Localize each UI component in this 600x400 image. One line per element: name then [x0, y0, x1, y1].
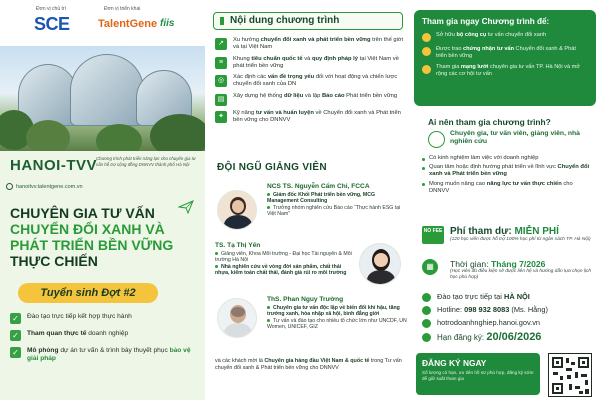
people-icon: [428, 131, 445, 148]
faculty-detail: Giám đốc Khối Phát triển bền vững, MCG Management Consulting: [267, 192, 376, 205]
program-content-list: [215, 37, 405, 128]
trend-icon: ↗: [215, 38, 227, 50]
audience-item: Mong muốn nâng cao năng lực tư vấn thực chiến cho DNNVV: [422, 181, 592, 195]
globe-icon: [422, 319, 431, 328]
brand-name: HANOI-TVV: [10, 157, 97, 174]
register-note: Số lượng có hạn, ưu tiên hồ sơ phù hợp, đăng ký sớm để giữ suất tham gia: [422, 370, 534, 381]
audience-heading: Ai nên tham gia chương trình?: [428, 117, 551, 127]
middle-column: [205, 0, 410, 400]
faculty-member: [267, 183, 407, 218]
host-label: Đơn vị chủ trì: [36, 6, 66, 12]
hotline-info[interactable]: Hotline: 098 932 8083 (Ms. Hằng): [422, 305, 548, 315]
document-icon: ≡: [215, 57, 227, 69]
chart-icon: ▤: [215, 94, 227, 106]
main-title: [10, 205, 202, 269]
certificate-icon: [422, 47, 431, 56]
calendar-icon: ▦: [422, 259, 438, 275]
fiis-logo: fiis: [160, 18, 175, 29]
paper-plane-icon: [178, 200, 194, 214]
no-fee-badge: NO FEE: [422, 226, 444, 244]
benefit-item: Tham gia mạng lưới chuyên gia tư vấn TP. Hà Nội và mở rộng các cơ hội tư vấn: [422, 64, 588, 78]
talentgene-logo: TalentGene: [98, 18, 158, 30]
check-icon: ✓: [10, 330, 21, 341]
fee-note: (120 học viên được hỗ trợ 100% học phí từ ngân sách TP. Hà Nội): [450, 237, 591, 242]
deadline-info: Hạn đăng ký: 20/06/2026: [422, 331, 541, 343]
title-line-3: PHÁT TRIỂN BỀN VỮNG: [10, 237, 174, 253]
website-link[interactable]: hanoitvv.talentgene.com.vn: [16, 184, 83, 190]
faculty-photo: [217, 298, 257, 338]
feature-item: [10, 347, 202, 363]
program-brand: [10, 154, 200, 180]
sponsor-row: [0, 0, 205, 46]
benefits-heading: Tham gia ngay Chương trình để:: [422, 17, 550, 26]
clock-icon: [422, 333, 431, 342]
faculty-member: [267, 296, 407, 331]
network-icon: [422, 65, 431, 74]
benefits-box: [414, 10, 596, 106]
dome-building: [70, 54, 144, 126]
fee-title: Phí tham dự: MIỄN PHÍ: [450, 226, 559, 237]
right-column: [410, 0, 600, 400]
left-column: [0, 0, 205, 400]
title-line-1: CHUYÊN GIA TƯ VẤN: [10, 205, 155, 221]
program-item: ↗ Xu hướng chuyển đổi xanh và phát triển bền vững trên thế giới và tại Việt Nam: [215, 37, 405, 52]
globe-icon: [6, 183, 13, 190]
audience-subheading: Chuyên gia, tư vấn viên, giảng viên, nhà nghiên cứu: [450, 130, 580, 146]
register-title[interactable]: ĐĂNG KÝ NGAY: [422, 358, 487, 368]
faculty-photo: [217, 190, 257, 230]
fee-info: [422, 226, 594, 256]
register-button[interactable]: [416, 353, 540, 395]
program-heading: [213, 12, 403, 30]
target-icon: ◎: [215, 75, 227, 87]
faculty-heading: ĐỘI NGŨ GIẢNG VIÊN: [217, 162, 327, 173]
schedule-title: Thời gian: Tháng 7/2026: [450, 259, 546, 269]
faculty-member: [215, 242, 355, 277]
benefit-item: Được trao chứng nhận tư vấn Chuyển đổi xanh & Phát triển bền vững: [422, 46, 588, 60]
feature-text: Đào tạo trực tiếp kết hợp thực hành: [27, 313, 132, 320]
brand-description: Chương trình phát triển năng lực cho chuyên gia tư vấn hỗ trợ cộng đồng DNNVV thành phố Hà Nội: [96, 156, 196, 167]
program-item: ✦ Kỹ năng tư vấn và huấn luyện về Chuyển đổi xanh và Phát triển bền vững cho DNNVV: [215, 110, 405, 125]
tree: [96, 124, 142, 151]
schedule-note: (Học viên đủ điều kiện sẽ được liên hệ và hướng dẫn lựa chọn lịch học phù hợp): [450, 269, 592, 280]
audience-list: [422, 155, 592, 197]
faculty-photo: [359, 243, 401, 285]
feature-text: Tham quan thực tế doanh nghiệp: [27, 330, 129, 337]
hero-photo: [0, 46, 205, 151]
feature-text: Mô phỏng dự án tư vấn & trình bày thuyết phục bảo vệ giải pháp: [27, 347, 191, 362]
faculty-detail: Trưởng nhóm nghiên cứu Báo cáo “Thực hành ESG tại Việt Nam”: [267, 204, 401, 218]
qr-code[interactable]: [548, 353, 592, 397]
guest-experts-note: và các khách mời là Chuyên gia hàng đầu Việt Nam & quốc tế trong Tư vấn chuyển đổi xanh & Phát triển bền vững cho DNNVV: [215, 358, 402, 371]
tree: [26, 120, 70, 151]
benefit-item: Sở hữu bộ công cụ tư vấn chuyển đổi xanh: [422, 32, 588, 42]
faculty-detail: Giảng viên, Khoa Môi trường - Đại học Tài nguyên & Môi trường Hà Nội: [215, 251, 352, 264]
intake-badge: Tuyển sinh Đợt #2: [18, 283, 158, 303]
schedule-info: [422, 259, 594, 289]
audience-item: Có kinh nghiệm làm việc với doanh nghiệp: [422, 155, 592, 162]
faculty-detail: Nhà nghiên cứu về vòng đời sản phẩm, chất thải nhựa, kiểm toán chất thải, đánh giá rủi ro môi trường: [215, 263, 347, 277]
location-info: Đào tạo trực tiếp tại HÀ NỘI: [422, 292, 530, 302]
check-icon: ✓: [10, 313, 21, 324]
phone-icon: [422, 306, 431, 315]
sce-logo: SCE: [34, 14, 70, 34]
feature-list: [10, 313, 202, 369]
site-link[interactable]: hotrodoanhnghiep.hanoi.gov.vn: [422, 318, 540, 328]
faculty-name: ThS. Phan Nguy Trường: [267, 296, 344, 303]
program-item: ◎ Xác định các vấn đề trọng yếu đối với hoạt động và chiến lược chuyển đổi xanh của DN: [215, 74, 405, 89]
faculty-detail: Tư vấn và đào tạo cho nhiều tổ chức lớn như UNCDF, UN Women, UNICEF, GIZ: [267, 317, 407, 331]
program-heading-text: Nội dung chương trình: [230, 15, 340, 26]
program-item: ≡ Khung tiêu chuẩn quốc tế và quy định pháp lý tại Việt Nam về phát triển bền vững: [215, 56, 405, 71]
faculty-name: TS. Tạ Thị Yến: [215, 242, 261, 249]
location-pin-icon: [422, 293, 431, 302]
faculty-name: NCS TS. Nguyễn Cẩm Chi, FCCA: [267, 183, 370, 190]
tree: [150, 114, 205, 151]
feature-item: [10, 330, 202, 341]
partner-label: Đơn vị triển khai: [104, 6, 141, 12]
toolkit-icon: [422, 33, 431, 42]
program-item: ▤ Xây dựng hệ thống dữ liệu và lập Báo cáo Phát triển bền vững: [215, 93, 405, 106]
check-icon: ✓: [10, 347, 21, 358]
faculty-detail: Chuyên gia tư vấn độc lập về biến đổi khí hậu, tăng trưởng xanh, hòa nhập xã hội, bình đẳng giới: [267, 305, 400, 318]
feature-item: [10, 313, 202, 324]
handshake-icon: ✦: [215, 111, 227, 123]
title-line-4: THỰC CHIẾN: [10, 253, 98, 269]
heading-bar: [220, 17, 224, 25]
audience-item: Quan tâm hoặc định hướng phát triển về lĩnh vực Chuyển đổi xanh và Phát triển bền vững: [422, 164, 592, 178]
title-line-2: CHUYỂN ĐỔI XANH VÀ: [10, 221, 165, 237]
